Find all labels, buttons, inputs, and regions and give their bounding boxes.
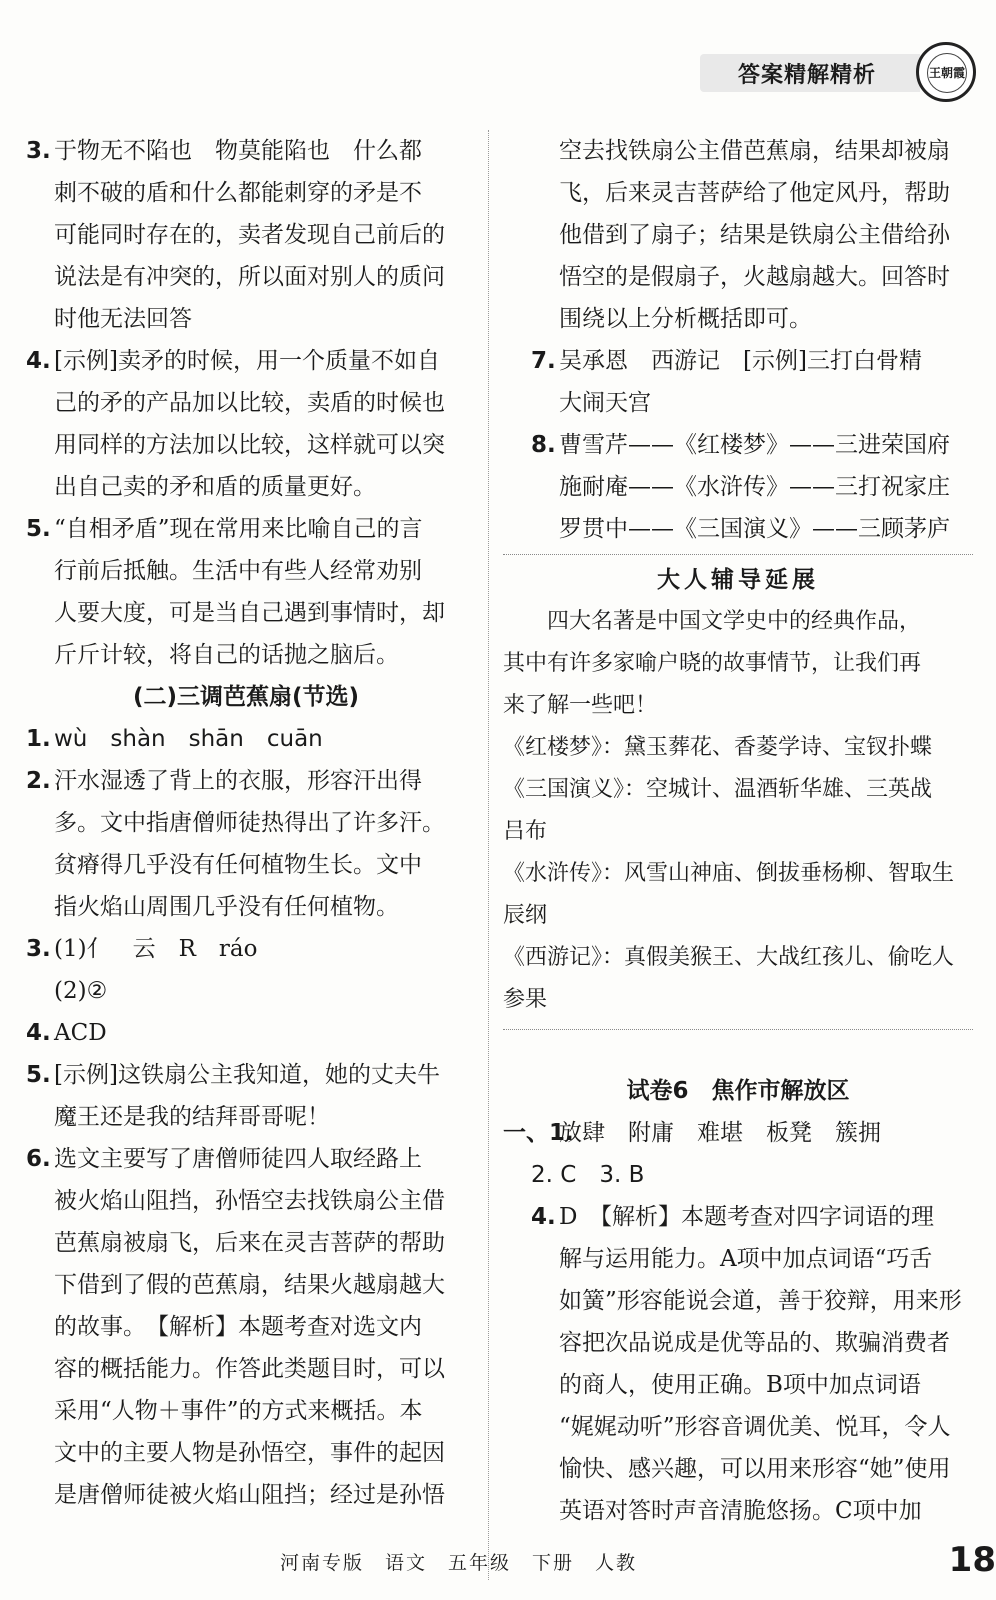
extension-text: 来了解一些吧！	[503, 693, 658, 718]
answer-text: 解与运用能力。A项中加点词语“巧舌	[559, 1246, 933, 1272]
answer-text: 如簧”形容能说会道，善于狡辩，用来形	[559, 1288, 962, 1314]
right-column	[503, 130, 973, 1532]
answer-text: 可能同时存在的，卖者发现自己前后的	[54, 222, 445, 248]
extension-text: 参果	[503, 987, 548, 1012]
answer-text: 飞，后来灵吉菩萨给了他定风丹，帮助	[559, 180, 950, 206]
answer-number: 2.	[26, 768, 51, 794]
extension-text: 辰纲	[503, 903, 548, 928]
left-column	[26, 130, 466, 1516]
extension-text: 四大名著是中国文学史中的经典作品，	[503, 609, 922, 634]
answer-8	[503, 424, 973, 550]
answer-number: 6.	[26, 1146, 51, 1172]
answer-text: ACD	[54, 1020, 107, 1046]
answer-number: 8.	[531, 432, 556, 458]
answer-text: 文中的主要人物是孙悟空，事件的起因	[54, 1440, 445, 1466]
answer-text: 曹雪芹——《红楼梦》——三进荣国府	[559, 432, 950, 458]
answer-text: 空去找铁扇公主借芭蕉扇，结果却被扇	[559, 138, 950, 164]
answer-6-continued	[503, 130, 973, 340]
s2-answer-2	[26, 760, 466, 928]
answer-number: 3.	[26, 936, 51, 962]
paper-answer-4	[503, 1196, 973, 1532]
extension-text: 《西游记》：真假美猴王、大战红孩儿、偷吃人	[503, 945, 955, 970]
extension-text: 《水浒传》：风雪山神庙、倒拔垂杨柳、智取生	[503, 861, 955, 886]
answer-text: 的商人，使用正确。B项中加点词语	[559, 1372, 921, 1398]
answer-text: 吴承恩 西游记 [示例]三打白骨精	[559, 348, 922, 374]
section-divider	[503, 554, 973, 555]
answer-4	[26, 340, 466, 508]
answer-text: 是唐僧师徒被火焰山阻挡；经过是孙悟	[54, 1482, 445, 1508]
answer-text: 选文主要写了唐僧师徒四人取经路上	[54, 1146, 422, 1172]
answer-text: 人要大度，可是当自己遇到事情时，却	[54, 600, 445, 626]
answer-text: [示例]这铁扇公主我知道，她的丈夫牛	[54, 1062, 440, 1088]
answer-text: [示例]卖矛的时候，用一个质量不如自	[54, 348, 440, 374]
section-divider	[503, 1029, 973, 1030]
answer-text: (1)亻 云 R ráo	[54, 936, 258, 962]
answer-text: 2. C 3. B	[531, 1162, 645, 1188]
logo-text: 王朝霞	[927, 53, 967, 93]
answer-number: 1.	[26, 726, 51, 752]
answer-text: 斤斤计较，将自己的话抛之脑后。	[54, 642, 399, 668]
extension-box-title: 大人辅导延展	[657, 567, 819, 593]
answer-text: 己的矛的产品加以比较，卖盾的时候也	[54, 390, 445, 416]
s2-answer-5	[26, 1054, 466, 1138]
answer-text: 指火焰山周围几乎没有任何植物。	[54, 894, 399, 920]
answer-text: 他借到了扇子；结果是铁扇公主借给孙	[559, 222, 950, 248]
answer-text: 行前后抵触。生活中有些人经常劝别	[54, 558, 422, 584]
answer-text: 下借到了假的芭蕉扇，结果火越扇越大	[54, 1272, 445, 1298]
answer-text: 用同样的方法加以比较，这样就可以突	[54, 432, 445, 458]
footer-text: 河南专版 语文 五年级 下册 人教	[280, 1552, 638, 1574]
extension-box-content	[503, 601, 973, 1021]
answer-text: 的故事。 【解析】本题考查对选文内	[54, 1314, 422, 1340]
brand-logo	[916, 42, 976, 102]
section-title: (二)三调芭蕉扇(节选)	[132, 684, 360, 710]
answer-text: “娓娓动听”形容音调优美、悦耳，令人	[559, 1414, 951, 1440]
extension-text: 吕布	[503, 819, 548, 844]
answer-text: 采用“人物＋事件”的方式来概括。本	[54, 1398, 423, 1424]
header-title: 答案精解精析	[738, 63, 877, 88]
answer-text: (2)②	[54, 978, 108, 1004]
extension-text: 《三国演义》：空城计、温酒斩华雄、三英战	[503, 777, 933, 802]
column-divider	[488, 130, 489, 1580]
pinyin-answer: wù shàn shān cuān	[54, 726, 323, 752]
answer-number: 7.	[531, 348, 556, 374]
answer-text: 愉快、感兴趣，可以用来形容“她”使用	[559, 1456, 951, 1482]
answer-text: D 【解析】本题考查对四字词语的理	[559, 1204, 934, 1230]
page-number: 18	[948, 1540, 996, 1580]
answer-text: 英语对答时声音清脆悠扬。C项中加	[559, 1498, 922, 1524]
answer-text: 出自己卖的矛和盾的质量更好。	[54, 474, 376, 500]
answer-number: 4.	[26, 348, 51, 374]
answer-text: 汗水湿透了背上的衣服，形容汗出得	[54, 768, 422, 794]
answer-text: 多。文中指唐僧师徒热得出了许多汗。	[54, 810, 445, 836]
answer-text: 说法是有冲突的，所以面对别人的质问	[54, 264, 445, 290]
s2-answer-6	[26, 1138, 466, 1516]
extension-text: 《红楼梦》：黛玉葬花、香菱学诗、宝钗扑蝶	[503, 735, 933, 760]
answer-text: 悟空的是假扇子，火越扇越大。回答时	[559, 264, 950, 290]
answer-3	[26, 130, 466, 340]
answer-text: 时他无法回答	[54, 306, 192, 332]
answer-text: 魔王还是我的结拜哥哥呢！	[54, 1104, 330, 1130]
answer-text: “自相矛盾”现在常用来比喻自己的言	[54, 516, 423, 542]
answer-text: 施耐庵——《水浒传》——三打祝家庄	[559, 474, 950, 500]
answer-number: 5.	[26, 516, 51, 542]
extension-text: 其中有许多家喻户晓的故事情节，让我们再	[503, 651, 922, 676]
answer-number: 4.	[531, 1204, 556, 1230]
answer-text: 被火焰山阻挡，孙悟空去找铁扇公主借	[54, 1188, 445, 1214]
answer-5	[26, 508, 466, 676]
answer-number: 3.	[26, 138, 51, 164]
answer-text: 罗贯中——《三国演义》——三顾茅庐	[559, 516, 950, 542]
answer-text: 容把次品说成是优等品的、欺骗消费者	[559, 1330, 950, 1356]
answer-text: 围绕以上分析概括即可。	[559, 306, 812, 332]
answer-number: 4.	[26, 1020, 51, 1046]
s2-answer-3	[26, 928, 466, 1012]
answer-text: 容的概括能力。作答此类题目时，可以	[54, 1356, 445, 1382]
answer-number: 5.	[26, 1062, 51, 1088]
answer-text: 于物无不陷也 物莫能陷也 什么都	[54, 138, 422, 164]
answer-text: 放肆 附庸 难堪 板凳 簇拥	[559, 1120, 881, 1146]
answer-text: 大闹天宫	[559, 390, 651, 416]
answer-number: 一、1.	[503, 1120, 574, 1146]
answer-text: 贫瘠得几乎没有任何植物生长。文中	[54, 852, 422, 878]
answer-7	[503, 340, 973, 424]
paper-title: 试卷6 焦作市解放区	[626, 1078, 850, 1104]
answer-text: 芭蕉扇被扇飞，后来在灵吉菩萨的帮助	[54, 1230, 445, 1256]
answer-text: 刺不破的盾和什么都能刺穿的矛是不	[54, 180, 422, 206]
